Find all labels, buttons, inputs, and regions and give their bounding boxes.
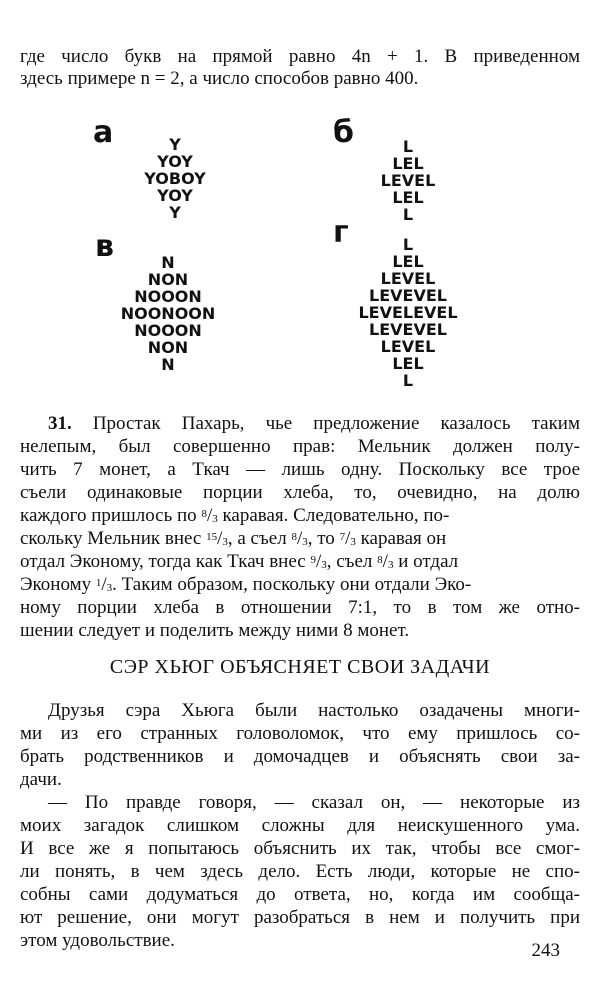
body-line: ми из его странных головоломок, что ему пришлось со- — [20, 723, 580, 744]
solution-text: скольку Мельник внес — [20, 528, 207, 549]
diagram-row: LEL — [392, 154, 424, 173]
body-line: собны сами додуматься до ответа, но, когда им сообща- — [20, 884, 580, 905]
diagram-label-v: в — [95, 229, 114, 264]
diagram-row: LEL — [392, 354, 424, 373]
diagram-row: NOOON — [134, 321, 202, 340]
fraction: $^9/_3$ — [310, 551, 327, 572]
diagram-label-b: б — [333, 115, 354, 150]
solution-text: каравая он — [355, 528, 447, 549]
fraction-num: 15 — [206, 531, 218, 543]
diagram-label-g: г — [333, 215, 349, 250]
diagram-row: NON — [147, 270, 189, 289]
diagram-row: L — [402, 137, 414, 156]
diagram-row: L — [402, 205, 414, 224]
solution-line-6 — [20, 528, 580, 550]
fraction-den: 3 — [321, 559, 327, 571]
body-line: дачи. — [20, 769, 62, 790]
fraction: $^8/_3$ — [201, 505, 218, 526]
diagram-row: LEVEL — [380, 269, 436, 288]
section-heading: СЭР ХЬЮГ ОБЪЯСНЯЕТ СВОИ ЗАДАЧИ — [109, 656, 491, 678]
fraction-den: 3 — [212, 513, 218, 525]
solution-line-2: нелепым, был совершенно прав: Мельник должен полу- — [20, 436, 580, 457]
body-line: — По правде говоря, — сказал он, — некоторые из — [48, 792, 580, 813]
diagram-row: N — [161, 355, 175, 374]
solution-line-3: чить 7 монет, а Ткач — лишь одну. Поскольку все трое — [20, 459, 580, 480]
solution-line-5 — [20, 505, 580, 527]
solution-line-10: шении следует и поделить между ними 8 монет. — [20, 620, 410, 641]
diagram-row: LEL — [392, 252, 424, 271]
diagram-row: LEVEVEL — [369, 320, 447, 339]
solution-line-7 — [20, 551, 580, 573]
solution-text: , съел — [326, 551, 378, 572]
fraction-num: 9 — [310, 554, 316, 566]
diagram-g — [343, 236, 473, 389]
diagram-row: Y — [169, 135, 181, 154]
fraction: $^8/_3$ — [377, 551, 394, 572]
fraction-num: 1 — [95, 577, 102, 589]
solution-line-9: ному порции хлеба в отношении 7:1, то в том же отно- — [20, 597, 580, 618]
fraction: $^8/_3$ — [291, 528, 308, 549]
diagram-row: N — [161, 253, 175, 272]
solution-number: 31. — [48, 413, 72, 434]
solution-line-1 — [48, 413, 580, 435]
solution-text: и отдал — [393, 551, 459, 572]
diagram-row: L — [402, 235, 414, 254]
diagram-row: LEVELEVEL — [358, 303, 458, 322]
solution-text: Простак Пахарь, чье предложение казалось таким — [71, 413, 580, 434]
diagram-row: L — [402, 371, 414, 390]
fraction-num: 8 — [201, 508, 207, 520]
solution-text: Эконому — [20, 574, 96, 595]
solution-text: каравая. Следовательно, по- — [217, 505, 450, 526]
diagram-label-a: а — [93, 115, 114, 150]
diagram-row: YOBOY — [144, 169, 206, 188]
fraction: $^{15}/_3$ — [206, 528, 228, 549]
diagram-v — [108, 254, 228, 373]
diagram-row: NOOON — [134, 287, 202, 306]
diagram-row: LEVEL — [380, 171, 436, 190]
fraction-num: 8 — [291, 531, 297, 543]
diagram-row: NOONOON — [120, 304, 216, 323]
diagram-row: NON — [147, 338, 189, 357]
fraction-num: 8 — [377, 554, 383, 566]
text-line-2: здесь примере n = 2, а число способов равно 400. — [20, 68, 419, 89]
solution-text: отдал Эконому, тогда как Ткач внес — [20, 551, 311, 572]
solution-text: . Таким образом, поскольку они отдали Эко- — [112, 574, 472, 595]
body-line: моих загадок слишком сложны для неискушенного ума. — [20, 815, 580, 836]
fraction-den: 3 — [302, 536, 308, 548]
fraction-num: 7 — [339, 531, 346, 543]
fraction-den: 3 — [387, 559, 394, 571]
fraction-den: 3 — [350, 536, 356, 548]
body-line: ют решение, они могут разобраться в нем и получить при — [20, 907, 580, 928]
solution-text: , то — [307, 528, 340, 549]
body-line: Друзья сэра Хьюга были настолько озадачены многи- — [48, 700, 580, 721]
diagram-row: Y — [169, 203, 181, 222]
solution-text: , а съел — [227, 528, 292, 549]
solution-line-4: съели одинаковые порции хлеба, то, очевидно, на долю — [20, 482, 580, 503]
body-line: И все же я попытаюсь объяснить их так, чтобы все смог- — [20, 838, 580, 859]
fraction: $^1/_3$ — [95, 574, 113, 595]
diagram-row: LEVEL — [380, 337, 436, 356]
solution-line-8 — [20, 574, 580, 596]
diagram-a — [125, 136, 225, 221]
diagram-row: LEL — [392, 188, 424, 207]
diagram-row: LEVEVEL — [369, 286, 447, 305]
text-line-1: где число букв на прямой равно 4n + 1. В приведенном — [20, 46, 580, 67]
diagram-b — [358, 138, 458, 223]
page-number: 243 — [531, 940, 560, 961]
solution-text: каждого пришлось по — [20, 505, 202, 526]
fraction-den: 3 — [222, 536, 228, 548]
body-line: этом удовольствие. — [20, 930, 175, 951]
body-line: ли понять, в чем здесь дело. Есть люди, которые не спо- — [20, 861, 580, 882]
diagram-row: YOY — [157, 152, 193, 171]
body-line: брать родственников и домочадцев и объяснять свои за- — [20, 746, 580, 767]
diagram-row: YOY — [157, 186, 193, 205]
fraction-den: 3 — [106, 582, 113, 594]
fraction: $^7/_3$ — [339, 528, 356, 549]
